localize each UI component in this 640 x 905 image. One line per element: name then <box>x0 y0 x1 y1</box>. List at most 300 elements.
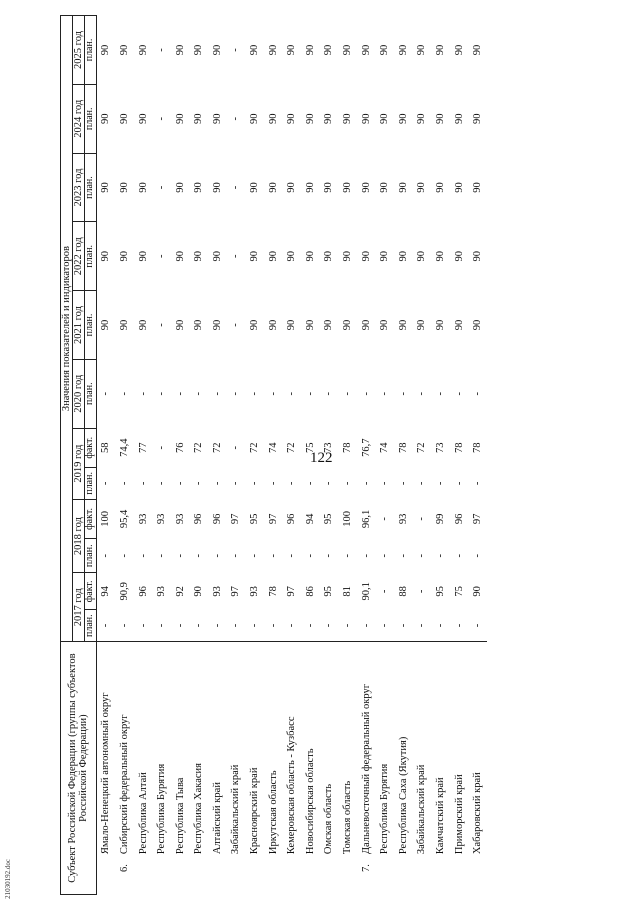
value-cell: 95 <box>249 513 261 525</box>
value-cell: - <box>267 481 279 486</box>
value-cell: - <box>230 445 242 450</box>
value-cell: - <box>397 481 409 486</box>
value-cell: - <box>342 623 354 628</box>
value-cell: - <box>323 623 335 628</box>
plan-header: план. <box>85 291 97 360</box>
value-cell: - <box>249 554 261 558</box>
value-cell: 93 <box>211 586 223 597</box>
table-row <box>171 16 190 895</box>
value-cell: - <box>156 554 168 558</box>
value-cell: 72 <box>211 442 223 453</box>
value-cell: - <box>453 391 465 396</box>
value-cell: - <box>230 185 242 190</box>
row-number: 7. <box>360 864 372 873</box>
value-cell: 90 <box>304 44 316 56</box>
value-cell: - <box>193 554 205 558</box>
value-cell: - <box>286 391 298 396</box>
value-cell: 95 <box>323 586 335 597</box>
value-cell: 90 <box>435 319 446 331</box>
value-cell: - <box>323 481 335 486</box>
value-cell: 90 <box>342 319 354 331</box>
value-cell: 72 <box>249 442 261 453</box>
value-cell: 90 <box>472 44 484 56</box>
value-cell: 90 <box>453 113 465 125</box>
value-cell: 90 <box>472 251 484 262</box>
fact-header: факт. <box>85 428 97 467</box>
value-cell: - <box>397 554 409 558</box>
value-cell: - <box>100 481 112 486</box>
page-number: 122 <box>310 450 333 466</box>
region-name: Хабаровский край <box>468 642 487 861</box>
table-row <box>320 16 339 895</box>
value-cell: 90 <box>323 251 335 262</box>
indicators-header: Значения показателей и индикаторов <box>61 16 73 642</box>
value-cell: 90 <box>100 44 112 56</box>
value-cell: 90 <box>360 113 372 125</box>
value-cell: - <box>156 445 168 450</box>
value-cell: - <box>472 554 484 558</box>
subject-header: Субъект Российской Федерации (группы субъектов Российской Федерации) <box>61 642 97 895</box>
value-cell: - <box>267 391 279 396</box>
value-cell: 88 <box>397 586 409 597</box>
value-cell: 90 <box>286 319 298 331</box>
value-cell: 74 <box>267 442 279 453</box>
value-cell: 97 <box>267 513 279 525</box>
value-cell: 96 <box>137 586 149 597</box>
value-cell: - <box>118 554 130 558</box>
value-cell: 90 <box>100 182 112 193</box>
value-cell: - <box>137 554 149 558</box>
value-cell: 90 <box>397 44 409 56</box>
table-row <box>134 16 153 895</box>
value-cell: 90 <box>304 251 316 262</box>
value-cell: - <box>360 481 372 486</box>
value-cell: - <box>230 481 242 486</box>
value-cell: 90 <box>118 113 130 125</box>
value-cell: 90 <box>137 251 149 262</box>
region-name: Забайкальский край <box>227 642 246 861</box>
value-cell: 90,1 <box>360 582 372 601</box>
row-number <box>264 860 283 894</box>
value-cell: 90 <box>249 113 261 125</box>
value-cell: 90 <box>267 251 279 262</box>
value-cell: - <box>211 391 223 396</box>
document-code: 21030192.doc <box>4 859 12 899</box>
year-header: 2019 год <box>73 428 85 499</box>
value-cell: 90 <box>211 251 223 262</box>
value-cell: 76 <box>174 442 186 453</box>
value-cell: 96,1 <box>360 509 372 529</box>
value-cell: 90 <box>397 251 409 262</box>
row-number <box>190 860 209 894</box>
value-cell: 90 <box>286 182 298 193</box>
value-cell: 100 <box>342 511 354 527</box>
value-cell: 90 <box>435 251 446 262</box>
value-cell: - <box>267 554 279 558</box>
value-cell: - <box>174 623 186 628</box>
value-cell: 90 <box>435 182 446 193</box>
region-name: Сибирский федеральный округ <box>115 642 134 861</box>
value-cell: 100 <box>100 511 112 527</box>
value-cell: - <box>156 623 168 628</box>
value-cell: - <box>286 623 298 628</box>
region-name: Республика Бурятия <box>152 642 171 861</box>
value-cell: 90 <box>360 319 372 331</box>
value-cell: - <box>211 554 223 558</box>
value-cell: 99 <box>435 513 446 525</box>
value-cell: - <box>472 481 484 486</box>
value-cell: - <box>416 391 428 396</box>
value-cell: - <box>453 554 465 558</box>
value-cell: 90 <box>193 182 205 193</box>
region-name: Республика Бурятия <box>375 642 394 861</box>
value-cell: - <box>416 623 428 628</box>
value-cell: - <box>416 517 428 521</box>
value-cell: 90 <box>100 319 112 331</box>
year-header: 2022 год <box>73 222 85 291</box>
value-cell: 90 <box>193 44 205 56</box>
value-cell: 93 <box>249 586 261 597</box>
row-number <box>338 860 357 894</box>
value-cell: 90 <box>249 182 261 193</box>
value-cell: 90 <box>472 586 484 597</box>
plan-header: план. <box>85 153 97 222</box>
value-cell: - <box>230 117 242 121</box>
row-number <box>301 860 320 894</box>
value-cell: - <box>249 623 261 628</box>
value-cell: - <box>323 391 335 396</box>
table-row <box>245 16 264 895</box>
value-cell: 95 <box>435 586 446 597</box>
value-cell: 74 <box>379 442 391 453</box>
value-cell: 90 <box>379 44 391 56</box>
value-cell: 90 <box>435 44 446 56</box>
value-cell: - <box>193 391 205 396</box>
table-row <box>375 16 394 895</box>
value-cell: 90 <box>249 251 261 262</box>
table-row <box>338 16 357 895</box>
value-cell: - <box>379 391 391 396</box>
year-header: 2024 год <box>73 84 85 153</box>
year-header: 2017 год <box>73 573 85 642</box>
table-row <box>468 16 487 895</box>
value-cell: - <box>304 554 316 558</box>
region-name: Забайкальский край <box>413 642 432 861</box>
region-name: Томская область <box>338 642 357 861</box>
value-cell: 90 <box>416 182 428 193</box>
value-cell: 96 <box>211 513 223 525</box>
region-name: Иркутская область <box>264 642 283 861</box>
value-cell: 75 <box>453 586 465 597</box>
value-cell: 90 <box>211 319 223 331</box>
value-cell: - <box>156 391 168 396</box>
table-row <box>282 16 301 895</box>
value-cell: 90 <box>416 251 428 262</box>
value-cell: - <box>416 589 428 594</box>
value-cell: 78 <box>267 586 279 597</box>
plan-header: план. <box>85 359 97 428</box>
value-cell: - <box>453 481 465 486</box>
value-cell: 73 <box>435 442 446 453</box>
value-cell: - <box>230 48 242 52</box>
value-cell: - <box>360 554 372 558</box>
value-cell: - <box>156 254 168 259</box>
value-cell: 90 <box>416 44 428 56</box>
value-cell: 90 <box>286 251 298 262</box>
value-cell: - <box>193 623 205 628</box>
value-cell: - <box>379 517 391 521</box>
value-cell: - <box>379 554 391 558</box>
value-cell: - <box>397 623 409 628</box>
value-cell: - <box>211 623 223 628</box>
value-cell: 90 <box>249 319 261 331</box>
value-cell: 58 <box>100 442 112 453</box>
value-cell: - <box>267 623 279 628</box>
region-name: Республика Саха (Якутия) <box>394 642 413 861</box>
value-cell: - <box>118 481 130 486</box>
value-cell: - <box>435 481 446 486</box>
table-row <box>413 16 432 895</box>
year-header: 2021 год <box>73 291 85 360</box>
table-row <box>115 16 134 895</box>
plan-header: план. <box>85 539 97 573</box>
value-cell: 90 <box>174 182 186 193</box>
value-cell: 90 <box>342 44 354 56</box>
value-cell: - <box>230 391 242 396</box>
value-cell: - <box>230 323 242 327</box>
value-cell: 78 <box>342 442 354 453</box>
value-cell: 90 <box>211 113 223 125</box>
value-cell: - <box>435 554 446 558</box>
table-row <box>450 16 469 895</box>
value-cell: 97 <box>472 513 484 525</box>
value-cell: 90 <box>193 113 205 125</box>
row-number <box>134 860 153 894</box>
value-cell: 90 <box>453 319 465 331</box>
region-name: Камчатский край <box>431 642 450 861</box>
value-cell: 97 <box>286 586 298 597</box>
table-row <box>264 16 283 895</box>
value-cell: 90 <box>193 319 205 331</box>
value-cell: 90 <box>118 44 130 56</box>
value-cell: 90 <box>267 182 279 193</box>
value-cell: - <box>286 554 298 558</box>
value-cell: 90 <box>137 113 149 125</box>
region-name: Омская область <box>320 642 339 861</box>
value-cell: 90 <box>379 182 391 193</box>
row-number <box>375 860 394 894</box>
value-cell: - <box>156 185 168 190</box>
row-number <box>171 860 190 894</box>
value-cell: - <box>304 623 316 628</box>
value-cell: - <box>397 391 409 396</box>
table-row <box>431 16 450 895</box>
plan-header: план. <box>85 610 97 642</box>
value-cell: 94 <box>100 586 112 597</box>
value-cell: 90 <box>397 113 409 125</box>
value-cell: - <box>304 481 316 486</box>
value-cell: - <box>137 623 149 628</box>
value-cell: - <box>100 623 112 628</box>
value-cell: - <box>156 117 168 121</box>
value-cell: - <box>379 589 391 594</box>
value-cell: 90 <box>397 319 409 331</box>
value-cell: - <box>472 623 484 628</box>
value-cell: 78 <box>397 442 409 453</box>
value-cell: 90 <box>137 182 149 193</box>
value-cell: 73 <box>323 442 335 453</box>
value-cell: 90 <box>397 182 409 193</box>
row-number <box>282 860 301 894</box>
value-cell: 96 <box>453 513 465 525</box>
value-cell: 90 <box>323 182 335 193</box>
value-cell: 90 <box>267 44 279 56</box>
value-cell: 90 <box>267 113 279 125</box>
value-cell: 90 <box>174 113 186 125</box>
year-header: 2023 год <box>73 153 85 222</box>
value-cell: 72 <box>286 442 298 453</box>
value-cell: - <box>342 391 354 396</box>
value-cell: 90 <box>453 251 465 262</box>
value-cell: 90 <box>360 251 372 262</box>
region-name: Новосибирская область <box>301 642 320 861</box>
value-cell: 90 <box>137 44 149 56</box>
value-cell: 90 <box>360 44 372 56</box>
region-name: Кемеровская область - Кузбасс <box>282 642 301 861</box>
value-cell: - <box>137 391 149 396</box>
value-cell: 90 <box>323 44 335 56</box>
region-name: Ямало-Ненецкий автономный округ <box>96 642 115 861</box>
row-number <box>394 860 413 894</box>
value-cell: 90 <box>342 182 354 193</box>
row-number <box>468 860 487 894</box>
row-number <box>450 860 469 894</box>
value-cell: 90 <box>249 44 261 56</box>
value-cell: - <box>211 481 223 486</box>
value-cell: 76,7 <box>360 438 372 457</box>
value-cell: 90 <box>342 113 354 125</box>
value-cell: 90 <box>211 182 223 193</box>
value-cell: 93 <box>156 586 168 597</box>
value-cell: 96 <box>286 513 298 525</box>
value-cell: 72 <box>416 442 428 453</box>
value-cell: - <box>118 391 130 396</box>
fact-header: факт. <box>85 573 97 610</box>
value-cell: 90 <box>286 113 298 125</box>
value-cell: 95 <box>323 513 335 525</box>
value-cell: - <box>156 323 168 327</box>
value-cell: 95,4 <box>118 509 130 529</box>
value-cell: - <box>416 481 428 486</box>
value-cell: - <box>137 481 149 486</box>
value-cell: - <box>472 391 484 396</box>
value-cell: 90 <box>323 113 335 125</box>
value-cell: 75 <box>304 442 316 453</box>
value-cell: 97 <box>230 513 242 525</box>
row-number <box>152 860 171 894</box>
plan-header: план. <box>85 16 97 85</box>
table-row <box>190 16 209 895</box>
value-cell: 90 <box>100 251 112 262</box>
value-cell: 90 <box>118 251 130 262</box>
value-cell: 90 <box>472 319 484 331</box>
value-cell: - <box>249 391 261 396</box>
value-cell: - <box>286 481 298 486</box>
value-cell: 90 <box>286 44 298 56</box>
row-number <box>227 860 246 894</box>
value-cell: - <box>379 481 391 486</box>
value-cell: 90 <box>453 44 465 56</box>
value-cell: 90 <box>174 319 186 331</box>
row-number <box>208 860 227 894</box>
value-cell: 90 <box>360 182 372 193</box>
value-cell: 90 <box>416 319 428 331</box>
plan-header: план. <box>85 222 97 291</box>
row-number <box>96 860 115 894</box>
value-cell: 90 <box>342 251 354 262</box>
value-cell: - <box>156 481 168 486</box>
value-cell: 90,9 <box>118 582 130 601</box>
row-number <box>413 860 432 894</box>
plan-header: план. <box>85 84 97 153</box>
value-cell: - <box>230 254 242 259</box>
value-cell: - <box>193 481 205 486</box>
year-header: 2025 год <box>73 16 85 85</box>
value-cell: - <box>230 554 242 558</box>
value-cell: - <box>174 554 186 558</box>
value-cell: 77 <box>137 442 149 453</box>
table-row <box>394 16 413 895</box>
region-name: Республика Алтай <box>134 642 153 861</box>
value-cell: 90 <box>193 251 205 262</box>
value-cell: 90 <box>174 251 186 262</box>
value-cell: 90 <box>118 182 130 193</box>
value-cell: 90 <box>100 113 112 125</box>
table-row <box>152 16 171 895</box>
value-cell: - <box>174 481 186 486</box>
value-cell: 90 <box>453 182 465 193</box>
value-cell: - <box>435 623 446 628</box>
value-cell: 90 <box>379 319 391 331</box>
plan-header: план. <box>85 467 97 499</box>
row-number <box>431 860 450 894</box>
value-cell: - <box>453 623 465 628</box>
indicators-table <box>60 15 487 895</box>
row-number <box>245 860 264 894</box>
value-cell: 97 <box>230 586 242 597</box>
value-cell: 90 <box>193 586 205 597</box>
value-cell: 90 <box>304 113 316 125</box>
value-cell: 96 <box>193 513 205 525</box>
value-cell: 93 <box>174 513 186 525</box>
value-cell: 90 <box>137 319 149 331</box>
value-cell: 74,4 <box>118 438 130 457</box>
value-cell: - <box>156 48 168 52</box>
value-cell: 90 <box>118 319 130 331</box>
region-name: Приморский край <box>450 642 469 861</box>
value-cell: 90 <box>174 44 186 56</box>
value-cell: 90 <box>267 319 279 331</box>
rotated-table-container <box>60 15 530 895</box>
value-cell: 90 <box>304 182 316 193</box>
value-cell: - <box>100 554 112 558</box>
value-cell: - <box>304 391 316 396</box>
value-cell: - <box>249 481 261 486</box>
region-name: Алтайский край <box>208 642 227 861</box>
value-cell: - <box>360 391 372 396</box>
value-cell: 94 <box>304 513 316 525</box>
year-header: 2020 год <box>73 359 85 428</box>
